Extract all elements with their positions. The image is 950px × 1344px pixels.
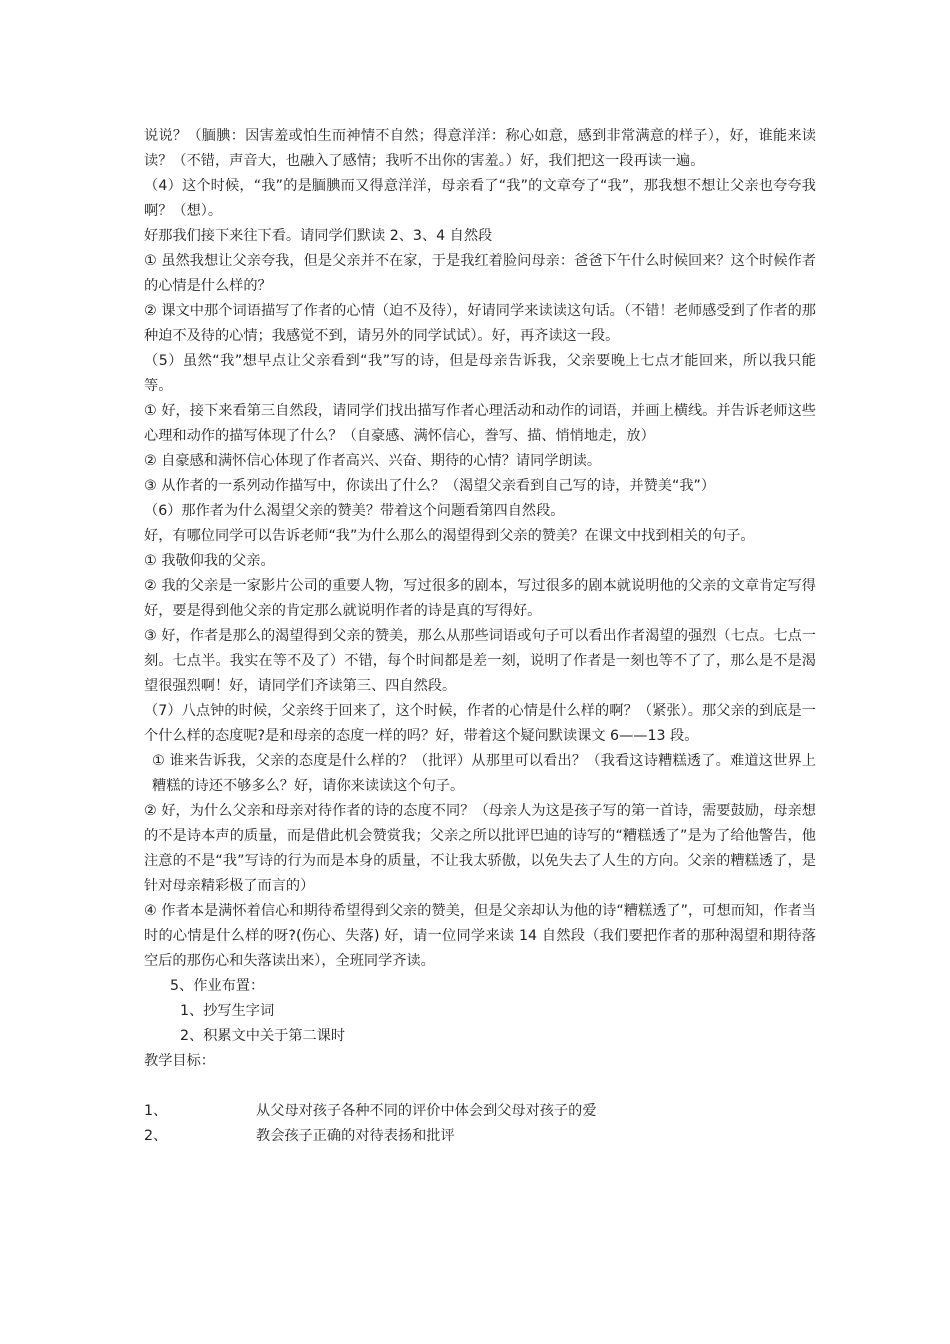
objective-number: 2、 <box>144 1128 168 1144</box>
paragraph-list <box>144 124 816 1074</box>
paragraph: ② 自豪感和满怀信心体现了作者高兴、兴奋、期待的心情？请同学朗读。 <box>144 453 602 469</box>
paragraph: （7）八点钟的时候，父亲终于回来了，这个时候，作者的心情是什么样的啊？（紧张）。那父亲的到底是一个什么样的态度呢?是和母亲的态度一样的吗？好，带着这个疑问默读课文 6——13 段。 <box>144 703 816 744</box>
paragraph: ③ 好，作者是那么的渴望得到父亲的赞美，那么从那些词语或句子可以看出作者渴望的强烈（七点。七点一刻。七点半。我实在等不及了）不错，每个时间都是差一刻，说明了作者是一刻也等不了了，那么是不是渴望很强烈啊！好，请同学们齐读第三、四自然段。 <box>144 628 816 694</box>
paragraph: （4）这个时候，“我”的是腼腆而又得意洋洋，母亲看了“我”的文章夸了“我”，那我想不想让父亲也夸夸我啊？（想）。 <box>144 178 816 219</box>
paragraph: ③ 从作者的一系列动作描写中，你读出了什么？（渴望父亲看到自己写的诗，并赞美“我”） <box>144 478 716 494</box>
paragraph: ④ 作者本是满怀着信心和期待希望得到父亲的赞美，但是父亲却认为他的诗“糟糕透了”，可想而知，作者当时的心情是什么样的呀?(伤心、失落) 好，请一位同学来读 14 自然段（我们要把作者的那种渴望和期待落空后的那伤心和失落读出来），全班同学齐读。 <box>144 903 816 969</box>
paragraph: ① 虽然我想让父亲夸我，但是父亲并不在家，于是我红着脸问母亲：爸爸下午什么时候回来？这个时候作者的心情是什么样的？ <box>144 253 816 294</box>
paragraph: ① 谁来告诉我，父亲的态度是什么样的？（批评）从那里可以看出？（我看这诗糟糕透了。难道这世界上糟糕的诗还不够多么？好，请你来读读这个句子。 <box>152 753 816 794</box>
paragraph: （6）那作者为什么渴望父亲的赞美？带着这个问题看第四自然段。 <box>144 503 565 519</box>
paragraph: ① 好，接下来看第三自然段，请同学们找出描写作者心理活动和动作的词语，并画上横线。并告诉老师这些心理和动作的描写体现了什么？（自豪感、满怀信心，誊写、描、悄悄地走，放） <box>144 403 816 444</box>
objective-text: 从父母对孩子各种不同的评价中体会到父母对孩子的爱 <box>256 1103 597 1119</box>
paragraph: 2、积累文中关于第二课时 <box>180 1028 346 1044</box>
objective-text: 教会孩子正确的对待表扬和批评 <box>256 1128 455 1144</box>
blank-line <box>144 1074 816 1099</box>
paragraph: 教学目标： <box>144 1053 215 1069</box>
paragraph: 好那我们接下来往下看。请同学们默读 2、3、4 自然段 <box>144 228 493 244</box>
objective-number: 1、 <box>144 1103 168 1119</box>
paragraph: ② 好，为什么父亲和母亲对待作者的诗的态度不同？（母亲人为这是孩子写的第一首诗，需要鼓励，母亲想的不是诗本声的质量，而是借此机会赞赏我；父亲之所以批评巴迪的诗写的“糟糕透了”是为了给他警告，他注意的不是“我”写诗的行为而是本身的质量，不让我太骄傲，以免失去了人生的方向。父亲的糟糕透了，是针对母亲精彩极了而言的） <box>144 803 816 894</box>
paragraph: 说说？（腼腆：因害羞或怕生而神情不自然；得意洋洋：称心如意，感到非常满意的样子），好，谁能来读读？（不错，声音大，也融入了感情；我听不出你的害羞。）好，我们把这一段再读一遍。 <box>144 128 816 169</box>
paragraph: 1、抄写生字词 <box>180 1003 275 1019</box>
paragraph: （5）虽然“我”想早点让父亲看到“我”写的诗，但是母亲告诉我，父亲要晚上七点才能回来，所以我只能等。 <box>144 353 816 394</box>
paragraph: 好，有哪位同学可以告诉老师“我”为什么那么的渴望得到父亲的赞美？在课文中找到相关的句子。 <box>144 528 755 544</box>
paragraph: 5、作业布置： <box>170 978 265 994</box>
paragraph: ② 课文中那个词语描写了作者的心情（迫不及待），好请同学来读读这句话。（不错！老师感受到了作者的那种迫不及待的心情；我感觉不到，请另外的同学试试）。好，再齐读这一段。 <box>144 303 816 344</box>
objective-list <box>144 1099 816 1149</box>
objective-item <box>144 1099 816 1124</box>
document-body <box>144 124 816 1149</box>
paragraph: ① 我敬仰我的父亲。 <box>144 553 275 569</box>
objective-item <box>144 1124 816 1149</box>
paragraph: ② 我的父亲是一家影片公司的重要人物，写过很多的剧本，写过很多的剧本就说明他的父亲的文章肯定写得好，要是得到他父亲的肯定那么就说明作者的诗是真的写得好。 <box>144 578 816 619</box>
